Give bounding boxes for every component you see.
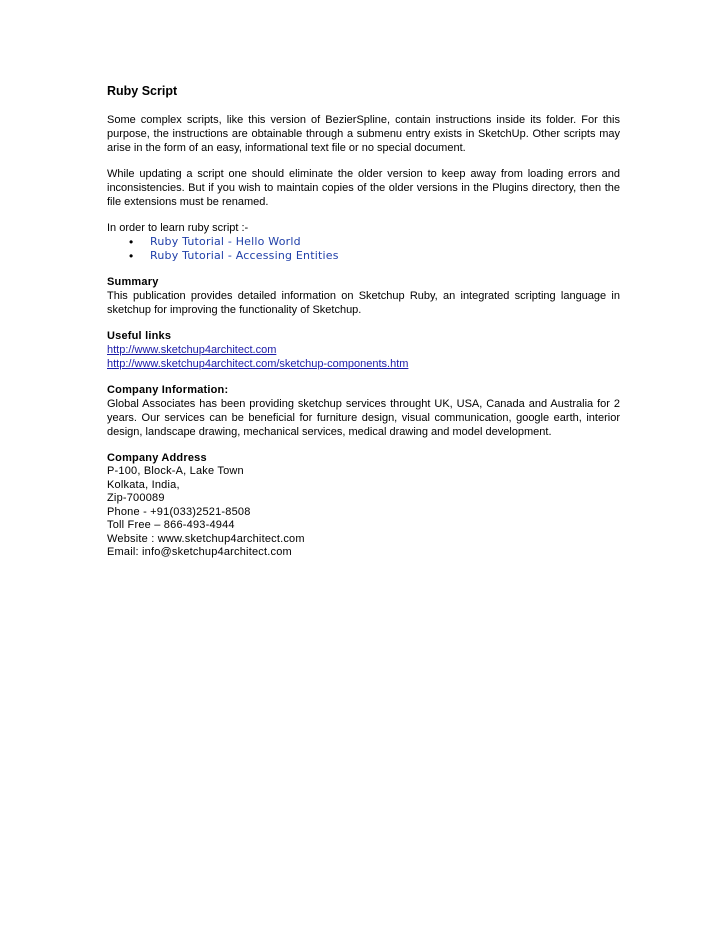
useful-link-home[interactable]: http://www.sketchup4architect.com <box>107 344 277 356</box>
learn-lead-text: In order to learn ruby script :- <box>107 222 249 234</box>
company-info-section <box>107 383 620 439</box>
summary-heading: Summary <box>107 276 159 288</box>
company-info-heading: Company Information: <box>107 384 229 396</box>
document-title: Ruby Script <box>107 84 178 98</box>
address-email: Email: info@sketchup4architect.com <box>107 546 292 558</box>
address-city: Kolkata, India, <box>107 478 180 491</box>
address-phone: Phone - +91(033)2521-8508 <box>107 505 251 518</box>
list-item <box>107 235 620 249</box>
useful-links-section <box>107 329 620 371</box>
summary-text: This publication provides detailed information on Sketchup Ruby, an integrated scripting language in sketchup for improving the functionality of Sketchup. <box>107 290 620 316</box>
tutorial-link-accessing-entities[interactable]: Ruby Tutorial - Accessing Entities <box>150 249 339 262</box>
document-body <box>107 83 620 572</box>
address-toll-free: Toll Free – 866-493-4944 <box>107 519 235 531</box>
address-zip: Zip-700089 <box>107 492 165 504</box>
company-address-heading: Company Address <box>107 452 207 464</box>
intro-paragraph-2: While updating a script one should eliminate the older version to keep away from loading errors and inconsistencies. But if you wish to maintain copies of the older versions in the Plugins directory, then the file extensions must be renamed. <box>107 168 620 208</box>
bullet-icon: • <box>129 249 134 263</box>
useful-links-heading: Useful links <box>107 330 172 342</box>
bullet-icon: • <box>129 235 134 249</box>
list-item <box>107 249 620 263</box>
useful-link-components[interactable]: http://www.sketchup4architect.com/sketchup-components.htm <box>107 358 409 370</box>
address-street: P-100, Block-A, Lake Town <box>107 465 244 477</box>
intro-paragraph-1: Some complex scripts, like this version of BezierSpline, contain instructions inside its folder. For this purpose, the instructions are obtainable through a submenu entry exists in SketchUp. Other scripts may arise in the form of an easy, informational text file or no special document. <box>107 114 620 154</box>
tutorial-list <box>107 235 620 263</box>
summary-section <box>107 275 620 317</box>
company-address-section <box>107 451 620 560</box>
address-website: Website : www.sketchup4architect.com <box>107 532 305 545</box>
company-info-text: Global Associates has been providing sketchup services throught UK, USA, Canada and Australia for 2 years. Our services can be beneficial for furniture design, visual communication, google earth, interior design, landscape drawing, mechanical services, medical drawing and model development. <box>107 398 620 438</box>
tutorial-link-hello-world[interactable]: Ruby Tutorial - Hello World <box>150 235 301 248</box>
